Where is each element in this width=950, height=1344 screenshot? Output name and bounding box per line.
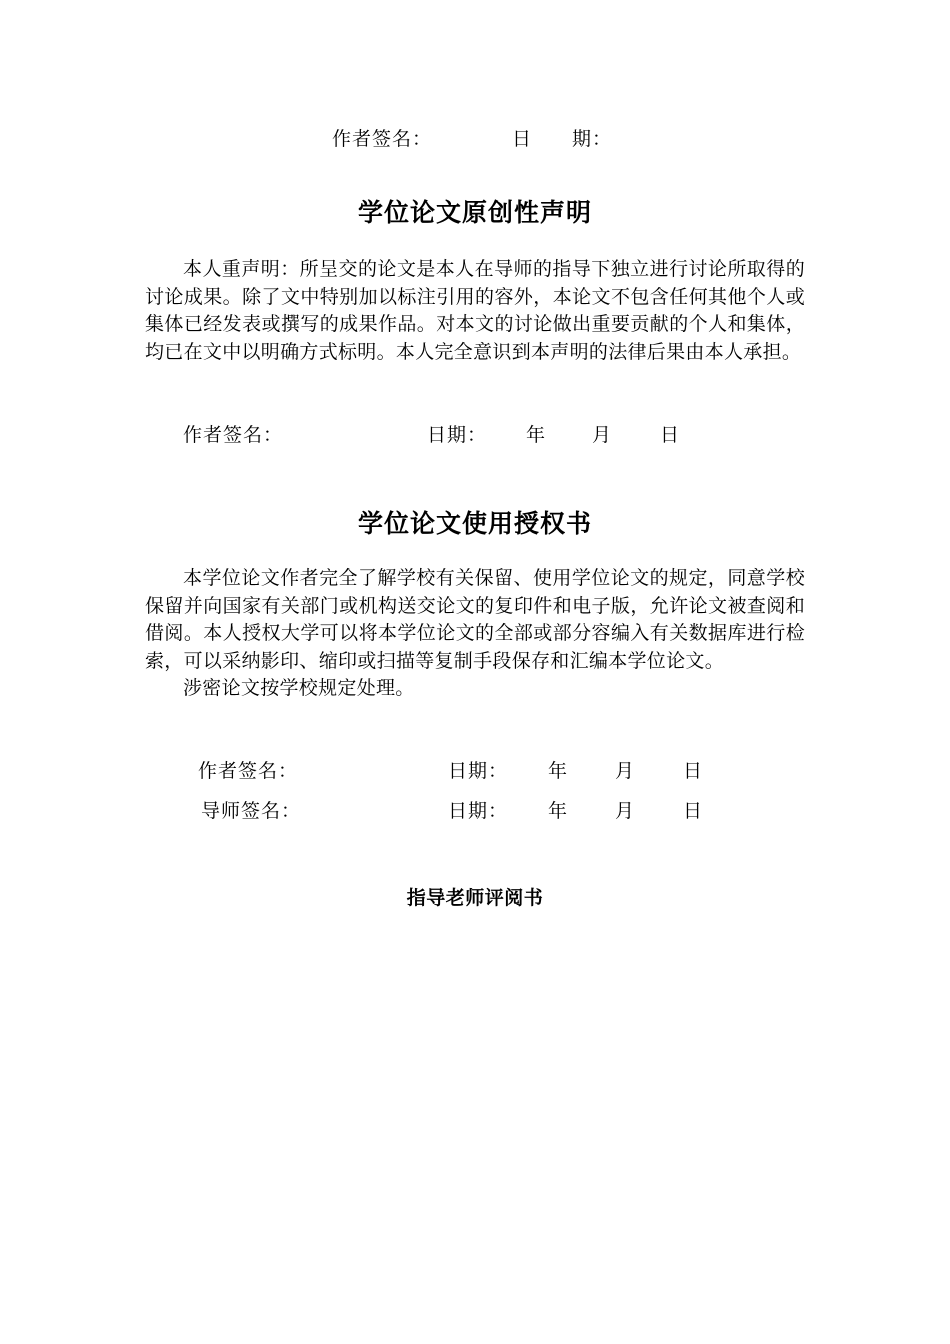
originality-author-signature-label: 作者签名： xyxy=(183,424,284,446)
authorization-advisor-month-label: 月 xyxy=(615,800,636,822)
authorization-paragraph: 涉密论文按学校规定处理。 xyxy=(183,677,415,699)
authorization-author-month-label: 月 xyxy=(615,760,636,782)
authorization-author-year-label: 年 xyxy=(548,760,569,782)
originality-title: 学位论文原创性声明 xyxy=(357,198,592,227)
authorization-title: 学位论文使用授权书 xyxy=(357,509,592,538)
authorization-author-signature-label: 作者签名： xyxy=(198,760,299,782)
authorization-advisor-date-label: 日期： xyxy=(448,800,509,822)
originality-paragraph: 本人重声明：所呈交的论文是本人在导师的指导下独立进行讨论所取得的讨论成果。除了文中特别加以标注引用的容外，本论文不包含任何其他个人或集体已经发表或撰写的成果作品。对本文的讨论做出重要贡献的个人和集体，均已在文中以明确方式标明。本人完全意识到本声明的法律后果由本人承担。 xyxy=(145,258,805,363)
authorization-advisor-year-label: 年 xyxy=(548,800,569,822)
originality-year-label: 年 xyxy=(526,424,547,446)
top-author-signature-label: 作者签名： xyxy=(332,128,433,150)
authorization-advisor-day-label: 日 xyxy=(683,800,704,822)
review-title: 指导老师评阅书 xyxy=(406,887,544,909)
originality-day-label: 日 xyxy=(660,424,681,446)
authorization-author-date-label: 日期： xyxy=(448,760,509,782)
authorization-author-day-label: 日 xyxy=(683,760,704,782)
authorization-body xyxy=(145,565,805,703)
top-date-label: 日 期： xyxy=(512,128,613,150)
authorization-paragraph: 本学位论文作者完全了解学校有关保留、使用学位论文的规定，同意学校保留并向国家有关部门或机构送交论文的复印件和电子版，允许论文被查阅和借阅。本人授权大学可以将本学位论文的全部或部分容编入有关数据库进行检索，可以采纳影印、缩印或扫描等复制手段保存和汇编本学位论文。 xyxy=(145,567,805,672)
authorization-advisor-signature-label: 导师签名： xyxy=(201,800,302,822)
originality-month-label: 月 xyxy=(592,424,613,446)
originality-date-label: 日期： xyxy=(427,424,488,446)
originality-body xyxy=(145,256,805,366)
